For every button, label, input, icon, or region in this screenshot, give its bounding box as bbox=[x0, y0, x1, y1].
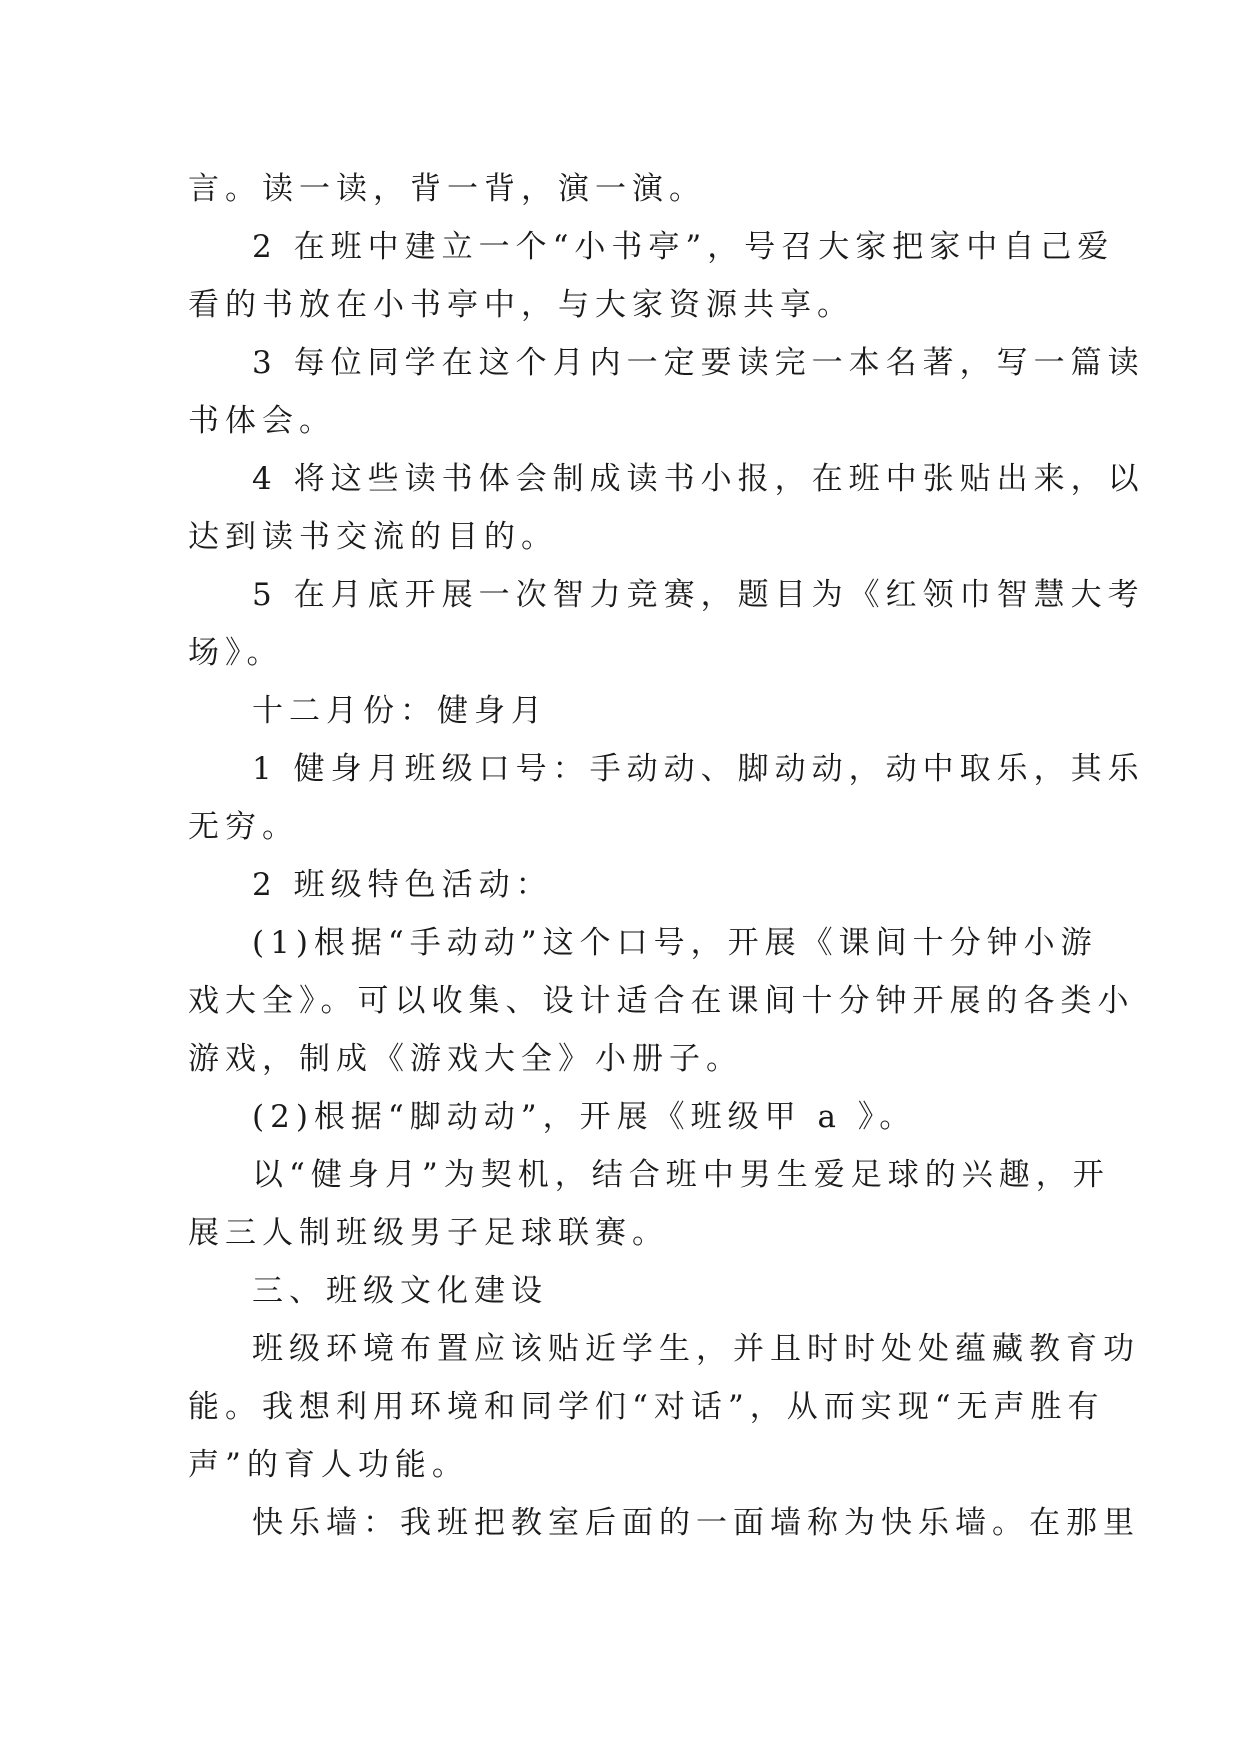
section-heading: 三、班级文化建设 bbox=[252, 1273, 548, 1309]
text-line: 2 班级特色活动： bbox=[252, 867, 553, 903]
text-line: 能。我想利用环境和同学们“对话”，从而实现“无声胜有 bbox=[188, 1389, 1105, 1425]
text-line: 声”的育人功能。 bbox=[188, 1447, 469, 1483]
text-line: 无穷。 bbox=[188, 809, 299, 845]
text-line: 5 在月底开展一次智力竞赛，题目为《红领巾智慧大考 bbox=[252, 577, 1145, 613]
text-line: 看的书放在小书亭中，与大家资源共享。 bbox=[188, 287, 854, 323]
text-line: 班级环境布置应该贴近学生，并且时时处处蕴藏教育功 bbox=[252, 1331, 1140, 1367]
text-line: 场》。 bbox=[188, 635, 284, 671]
text-line: (1)根据“手动动”这个口号，开展《课间十分钟小游 bbox=[252, 925, 1098, 961]
section-heading: 十二月份：健身月 bbox=[252, 693, 548, 729]
text-line: 展三人制班级男子足球联赛。 bbox=[188, 1215, 669, 1251]
text-line: 快乐墙：我班把教室后面的一面墙称为快乐墙。在那里 bbox=[252, 1505, 1140, 1541]
text-line: 2 在班中建立一个“小书亭”，号召大家把家中自己爱 bbox=[252, 229, 1115, 265]
text-line: 游戏，制成《游戏大全》小册子。 bbox=[188, 1041, 743, 1077]
text-line: 达到读书交流的目的。 bbox=[188, 519, 558, 555]
text-line: (2)根据“脚动动”，开展《班级甲 a 》。 bbox=[252, 1099, 917, 1135]
text-line: 以“健身月”为契机，结合班中男生爱足球的兴趣，开 bbox=[252, 1157, 1110, 1193]
text-line: 书体会。 bbox=[188, 403, 336, 439]
text-line: 1 健身月班级口号：手动动、脚动动，动中取乐，其乐 bbox=[252, 751, 1145, 787]
document-body bbox=[188, 160, 1145, 1552]
text-line: 3 每位同学在这个月内一定要读完一本名著，写一篇读 bbox=[252, 345, 1145, 381]
text-line: 言。读一读，背一背，演一演。 bbox=[188, 171, 706, 207]
text-line: 4 将这些读书体会制成读书小报，在班中张贴出来，以 bbox=[252, 461, 1145, 497]
text-line: 戏大全》。可以收集、设计适合在课间十分钟开展的各类小 bbox=[188, 983, 1135, 1019]
